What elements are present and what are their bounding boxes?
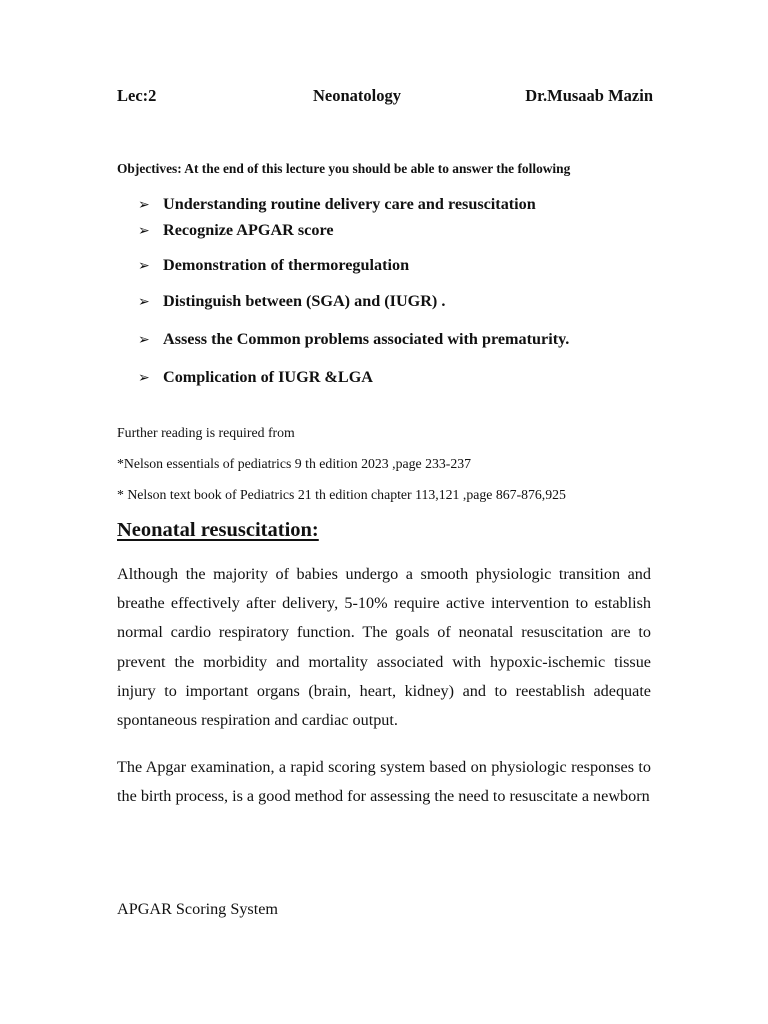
objective-item [138, 195, 536, 214]
objective-text: Recognize APGAR score [163, 221, 334, 239]
arrow-bullet-icon: ➢ [138, 294, 150, 310]
section-heading: Neonatal resuscitation: [117, 519, 319, 541]
arrow-bullet-icon: ➢ [138, 370, 150, 386]
body-paragraph: The Apgar examination, a rapid scoring system based on physiologic responses to the birth process, is a good method for assessing the need to resuscitate a newborn [117, 758, 651, 806]
objective-text: Distinguish between (SGA) and (IUGR) . [163, 292, 446, 310]
arrow-bullet-icon: ➢ [138, 258, 150, 274]
lecture-number: Lec:2 [117, 86, 157, 105]
objective-item [138, 330, 569, 349]
objective-text: Assess the Common problems associated with prematurity. [163, 330, 570, 348]
objective-item [138, 256, 409, 275]
objective-item [138, 292, 445, 311]
objective-item [138, 221, 334, 240]
author-name: Dr.Musaab Mazin [525, 86, 653, 105]
apgar-scoring-title: APGAR Scoring System [117, 900, 278, 918]
further-reading-intro: Further reading is required from [117, 425, 295, 440]
reference-item: *Nelson essentials of pediatrics 9 th edition 2023 ,page 233-237 [117, 456, 472, 471]
objective-text: Demonstration of thermoregulation [163, 256, 410, 274]
objective-item [138, 368, 373, 387]
objective-text: Understanding routine delivery care and resuscitation [163, 195, 536, 213]
objectives-intro: Objectives: At the end of this lecture you should be able to answer the following [117, 161, 571, 176]
lecture-header [117, 86, 653, 110]
arrow-bullet-icon: ➢ [138, 197, 150, 213]
objective-text: Complication of IUGR &LGA [163, 368, 373, 386]
arrow-bullet-icon: ➢ [138, 332, 150, 348]
reference-item: * Nelson text book of Pediatrics 21 th edition chapter 113,121 ,page 867-876,925 [117, 487, 566, 502]
body-paragraph: Although the majority of babies undergo a smooth physiologic transition and breathe effectively after delivery, 5-10% require active intervention to establish normal cardio respiratory function. The goals of neonatal resuscitation are to prevent the morbidity and mortality associated with hypoxic-ischemic tissue injury to important organs (brain, heart, kidney) and to reestablish adequate spontaneous respiration and cardiac output. [117, 565, 651, 730]
subject-title: Neonatology [313, 86, 401, 105]
arrow-bullet-icon: ➢ [138, 223, 150, 239]
